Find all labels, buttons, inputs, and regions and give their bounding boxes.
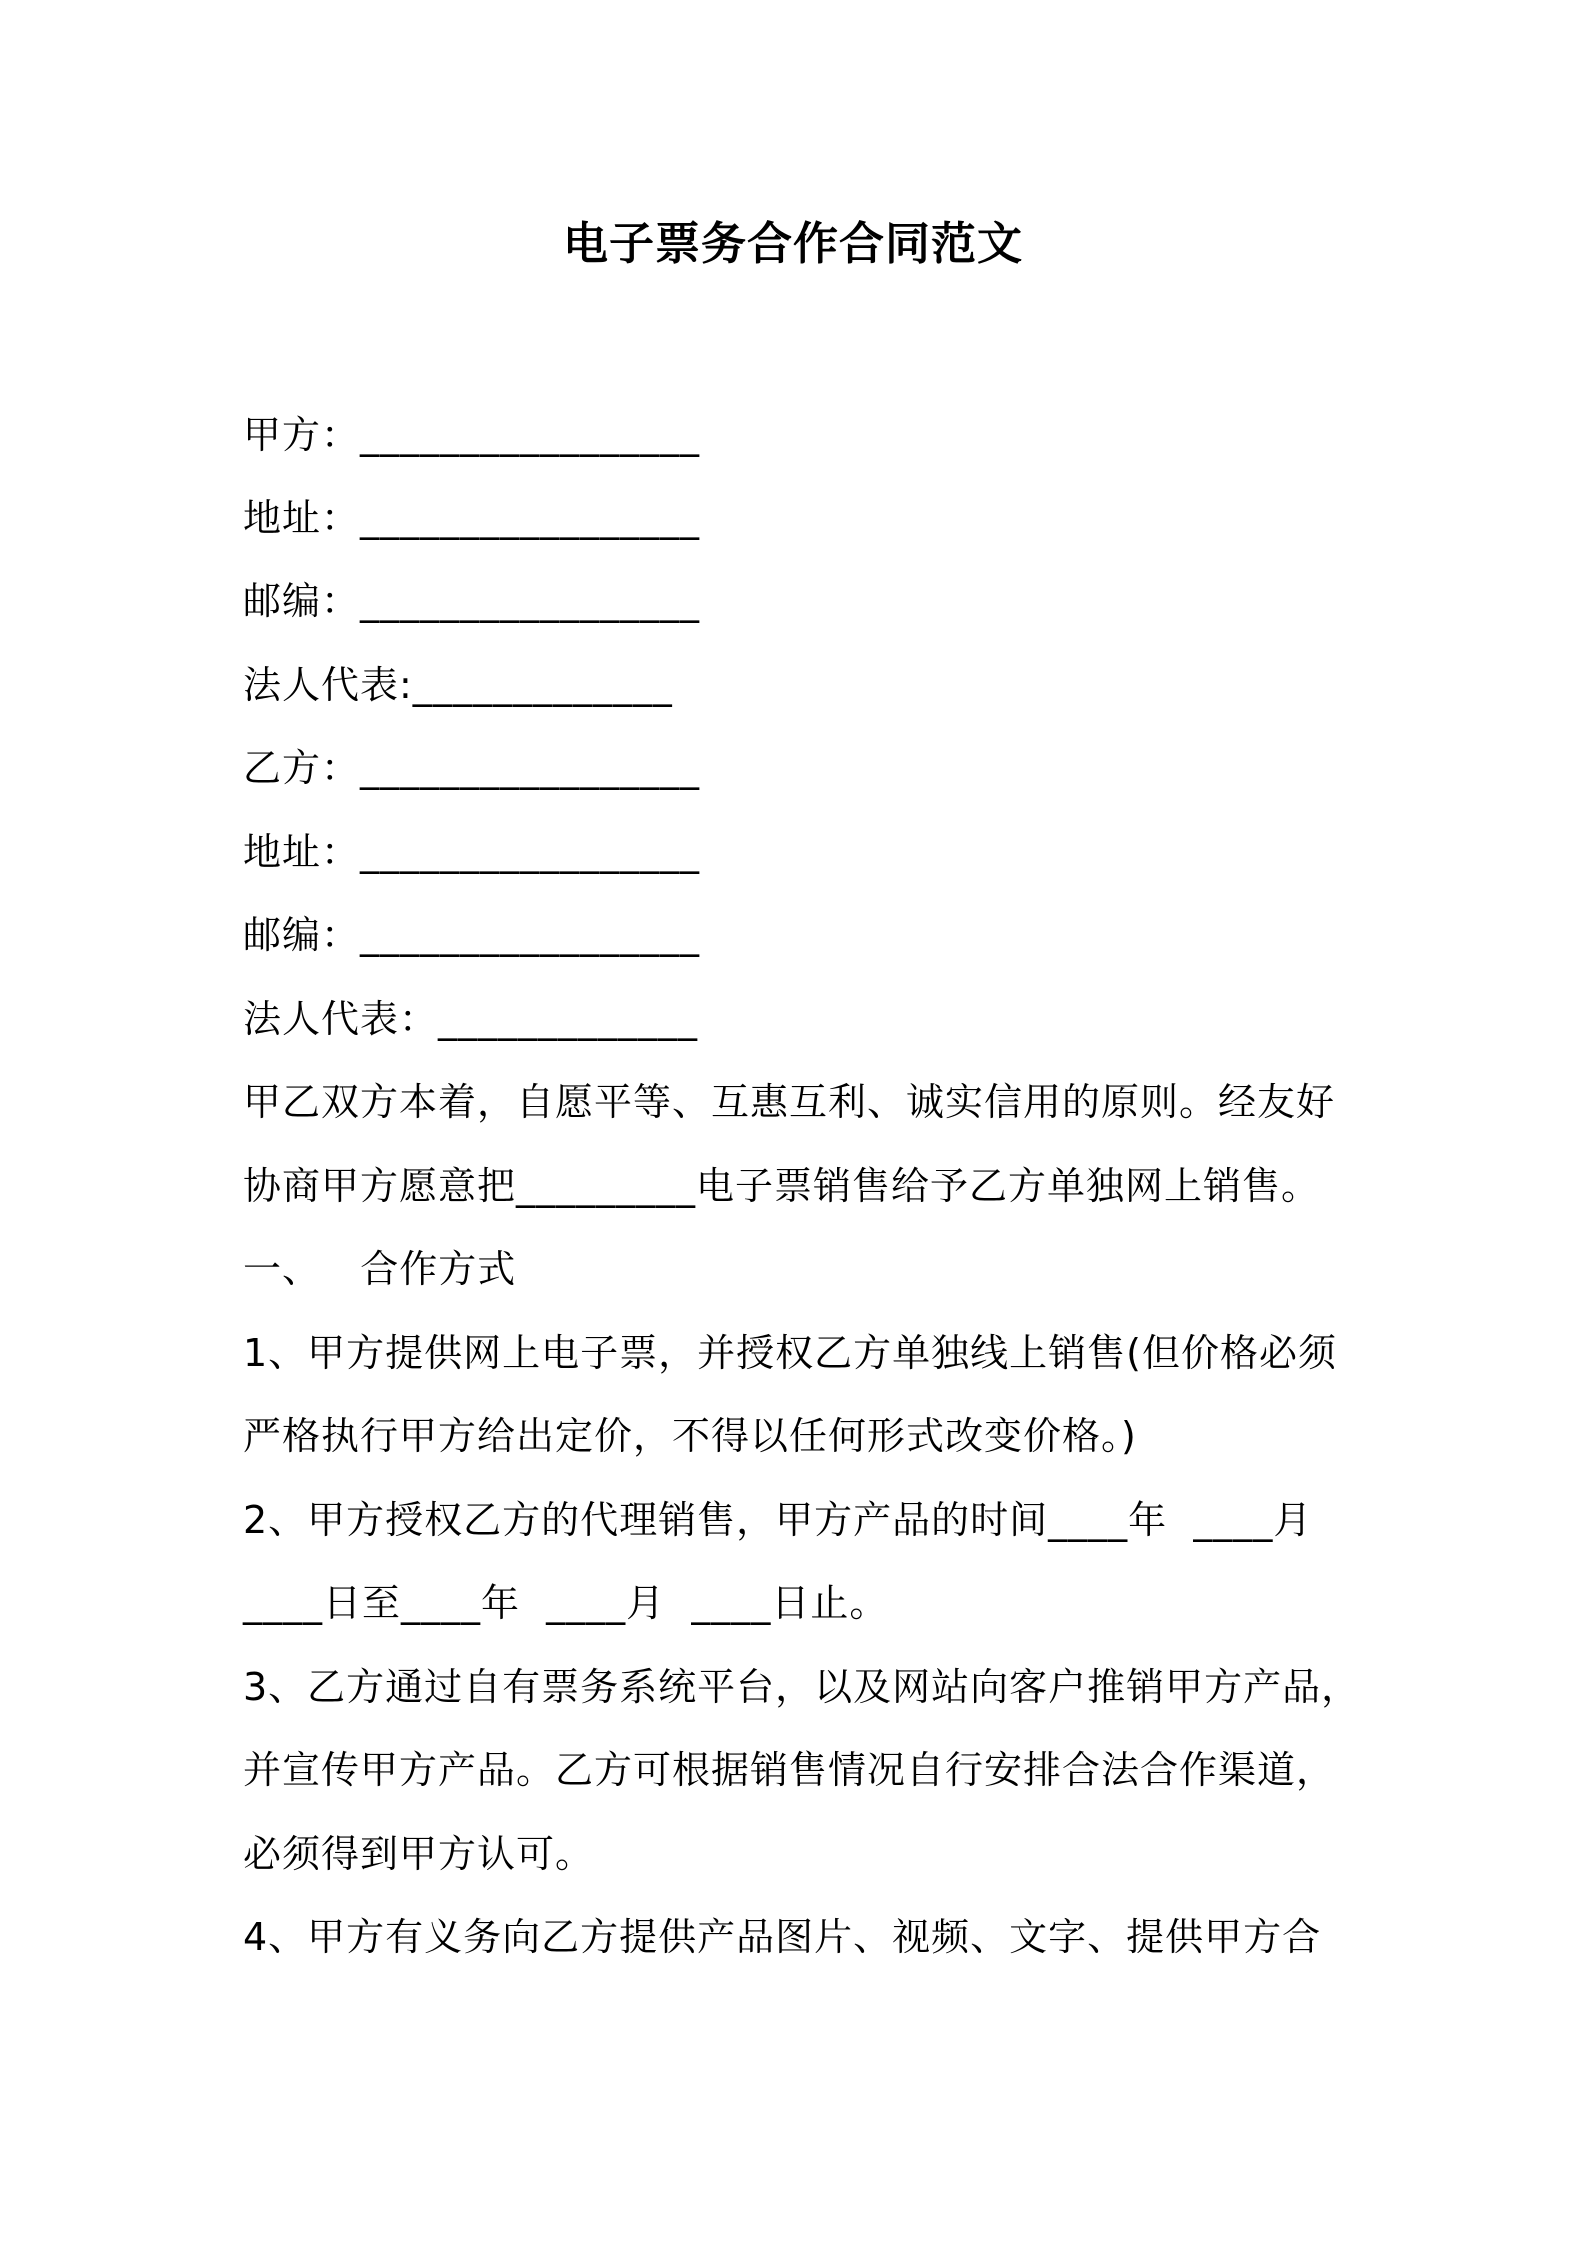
party-a-name-line: 甲方：_________________: [243, 413, 701, 457]
party-b-address-line: 地址：_________________: [243, 830, 701, 874]
clause-2-line-1: 2、甲方授权乙方的代理销售，甲方产品的时间____年 ____月: [243, 1498, 1313, 1542]
clause-1-line-1: 1、甲方提供网上电子票，并授权乙方单独线上销售(但价格必须: [243, 1331, 1338, 1375]
clause-1-line-2: 严格执行甲方给出定价，不得以任何形式改变价格。): [243, 1414, 1137, 1458]
clause-2-line-2: ____日至____年 ____月 ____日止。: [243, 1581, 889, 1625]
party-b-postcode-line: 邮编：_________________: [243, 913, 701, 957]
section-heading-cooperation: 一、 合作方式: [243, 1247, 517, 1291]
party-b-legal-rep-line: 法人代表：_____________: [243, 997, 699, 1041]
party-a-address-line: 地址：_________________: [243, 496, 701, 540]
preamble-line-2: 协商甲方愿意把_________电子票销售给予乙方单独网上销售。: [243, 1164, 1321, 1208]
document-title: 电子票务合作合同范文: [562, 217, 1023, 270]
party-a-legal-rep-line: 法人代表:_____________: [243, 663, 673, 707]
party-a-postcode-line: 邮编：_________________: [243, 579, 701, 623]
clause-3-line-2: 并宣传甲方产品。乙方可根据销售情况自行安排合法合作渠道，: [243, 1748, 1336, 1792]
clause-3-line-3: 必须得到甲方认可。: [243, 1832, 595, 1876]
clause-4-line-1: 4、甲方有义务向乙方提供产品图片、视频、文字、提供甲方合: [243, 1915, 1322, 1959]
preamble-line-1: 甲乙双方本着，自愿平等、互惠互利、诚实信用的原则。经友好: [243, 1080, 1336, 1124]
clause-3-line-1: 3、乙方通过自有票务系统平台，以及网站向客户推销甲方产品，: [243, 1665, 1361, 1709]
party-b-name-line: 乙方：_________________: [243, 746, 701, 790]
